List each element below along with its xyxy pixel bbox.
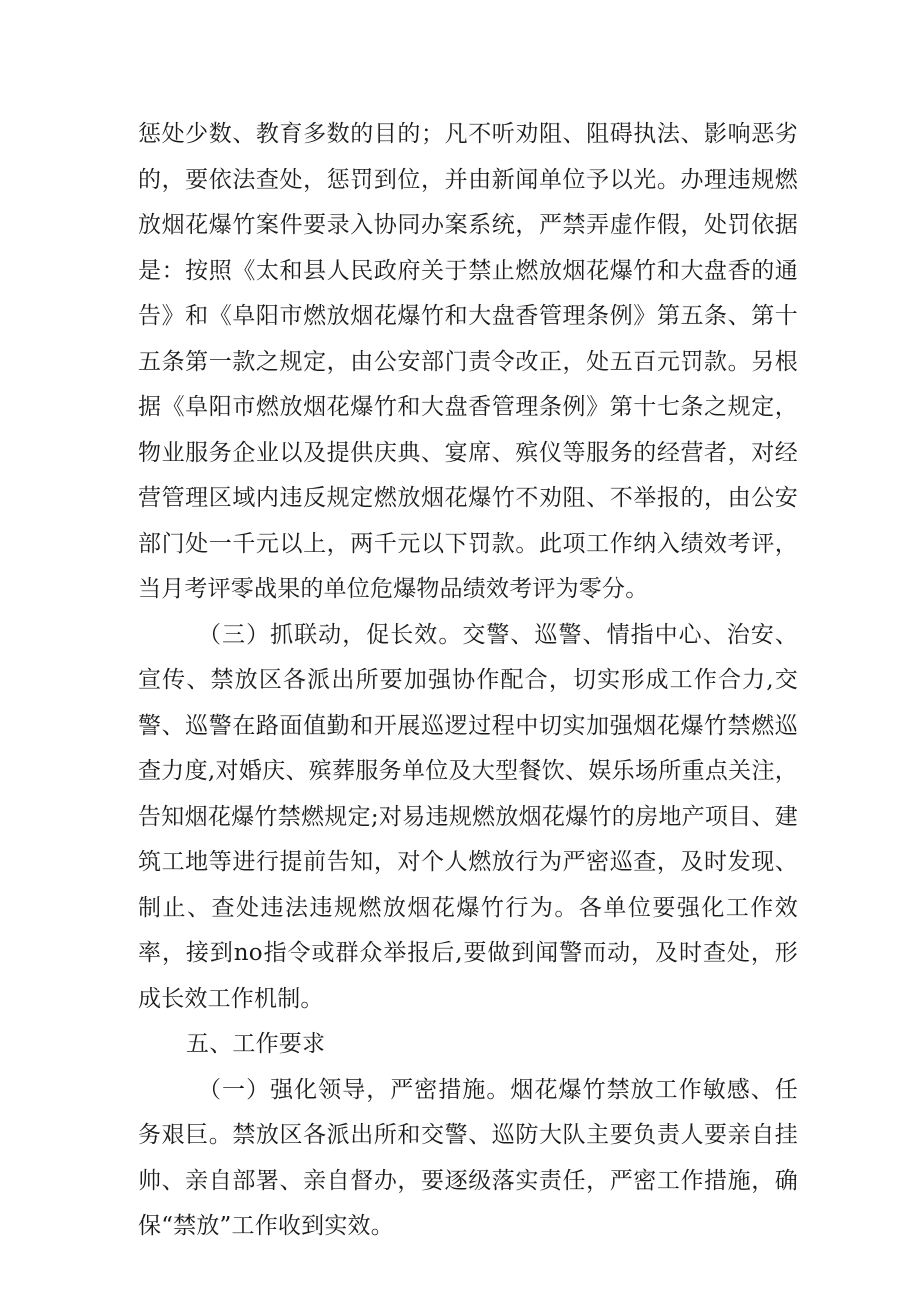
paragraph-linkage: （三）抓联动，促长效。交警、巡警、情指中心、治安、宣传、禁放区各派出所要加强协作配合，切实形成工作合力,交警、巡警在路面值勤和开展巡逻过程中切实加强烟花爆竹禁燃巡查力度,对婚庆、殡葬服务单位及大型餐饮、娱乐场所重点关注，告知烟花爆竹禁燃规定;对易违规燃放烟花爆竹的房地产项目、建筑工地等进行提前告知，对个人燃放行为严密巡查，及时发现、制止、查处违法违规燃放烟花爆竹行为。各单位要强化工作效率，接到no指令或群众举报后,要做到闻警而动，及时查处，形成长效工作机制。 — [138, 621, 798, 1012]
document-body — [138, 112, 798, 1250]
section-heading-work-requirements: 五、工作要求 — [186, 1031, 326, 1057]
paragraph-leadership: （一）强化领导，严密措施。烟花爆竹禁放工作敏感、任务艰巨。禁放区各派出所和交警、巡防大队主要负责人要亲自挂帅、亲自部署、亲自督办，要逐级落实责任，严密工作措施，确保“禁放”工作收到实效。 — [138, 1076, 798, 1239]
paragraph-penalty-basis: 惩处少数、教育多数的目的；凡不听劝阻、阻碍执法、影响恶劣的，要依法查处，惩罚到位，并由新闻单位予以光。办理违规燃放烟花爆竹案件要录入协同办案系统，严禁弄虚作假，处罚依据是：按照《太和县人民政府关于禁止燃放烟花爆竹和大盘香的通告》和《阜阳市燃放烟花爆竹和大盘香管理条例》第五条、第十五条第一款之规定，由公安部门责令改正，处五百元罚款。另根据《阜阳市燃放烟花爆竹和大盘香管理条例》第十七条之规定，物业服务企业以及提供庆典、宴席、殡仪等服务的经营者，对经营管理区域内违反规定燃放烟花爆竹不劝阻、不举报的，由公安部门处一千元以上，两千元以下罚款。此项工作纳入绩效考评，当月考评零战果的单位危爆物品绩效考评为零分。 — [138, 121, 798, 602]
